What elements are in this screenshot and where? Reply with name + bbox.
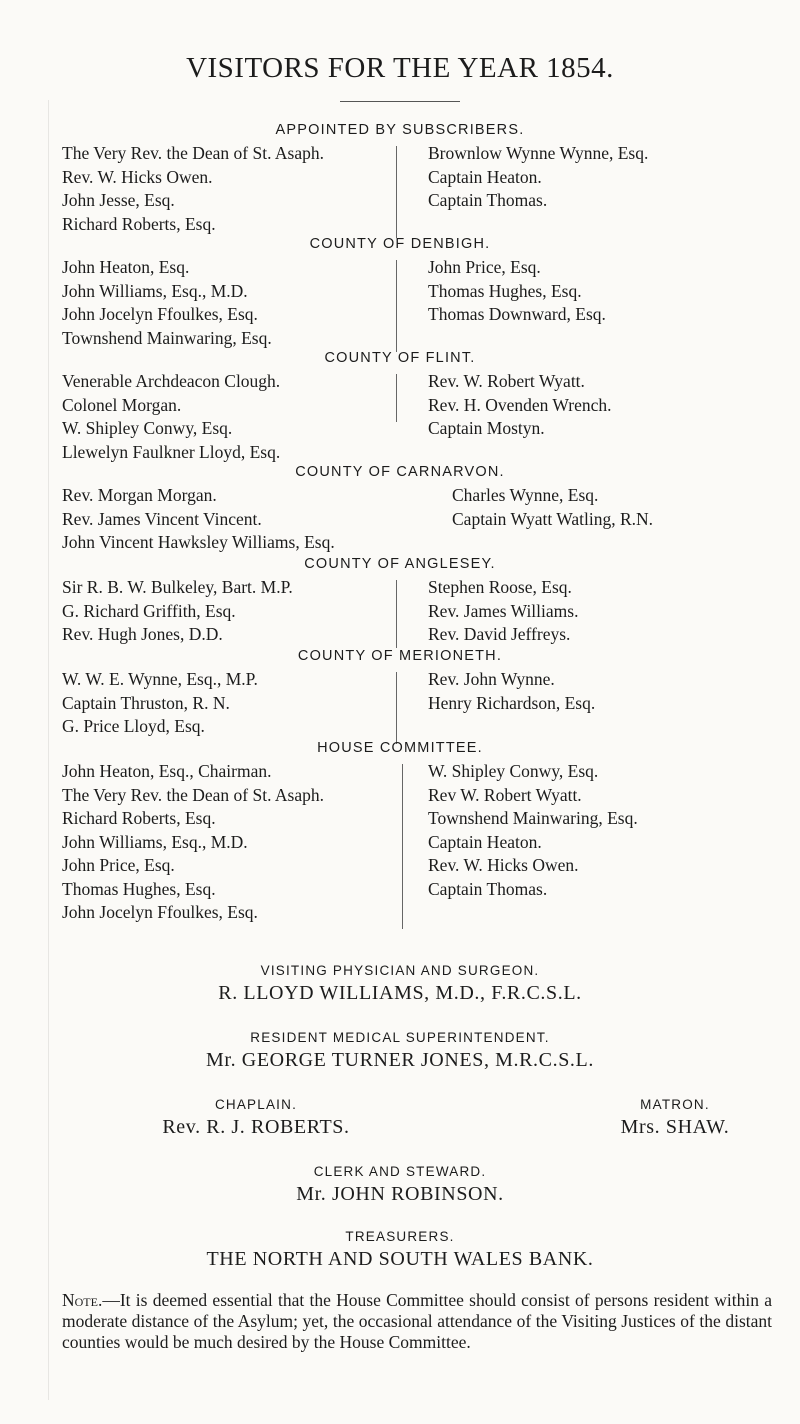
section-heading: COUNTY OF CARNARVON. xyxy=(295,464,505,480)
note-text: —It is deemed essential that the House Committee should consist of persons resident within a moderate distance of the Asylum; yet, the occasional attendance of the Visiting Justices of the distant counties would be much desired by the House Committee. xyxy=(62,1290,772,1352)
physician-heading: VISITING PHYSICIAN AND SURGEON. xyxy=(260,963,540,978)
section-heading: HOUSE COMMITTEE. xyxy=(317,740,483,756)
visitor-name: John Heaton, Esq. xyxy=(62,257,190,277)
visitor-name: Llewelyn Faulkner Lloyd, Esq. xyxy=(62,441,281,462)
committee-member: W. Shipley Conwy, Esq. xyxy=(428,761,599,781)
committee-member: Captain Heaton. xyxy=(428,831,542,852)
visitor-name: Captain Thruston, R. N. xyxy=(62,692,230,713)
right-column xyxy=(428,256,606,327)
left-column xyxy=(62,484,262,531)
visitor-name: G. Price Lloyd, Esq. xyxy=(62,716,205,736)
chaplain-name: Rev. R. J. ROBERTS. xyxy=(162,1116,350,1138)
visitor-name: W. W. E. Wynne, Esq., M.P. xyxy=(62,669,258,689)
committee-member: Townshend Mainwaring, Esq. xyxy=(428,808,638,828)
visitor-name: G. Richard Griffith, Esq. xyxy=(62,600,236,621)
column-divider xyxy=(396,374,397,422)
committee-member: John Price, Esq. xyxy=(62,855,175,875)
right-column xyxy=(428,142,648,213)
right-column xyxy=(428,576,578,647)
right-column xyxy=(452,484,653,531)
committee-member: Captain Thomas. xyxy=(428,878,548,899)
physician-name: R. LLOYD WILLIAMS, M.D., F.R.C.S.L. xyxy=(218,982,582,1004)
visitor-name: Rev. Hugh Jones, D.D. xyxy=(62,624,223,644)
visitor-name: John Price, Esq. xyxy=(428,257,541,277)
visitor-name: Rev. W. Hicks Owen. xyxy=(62,166,213,187)
section-heading: COUNTY OF ANGLESEY. xyxy=(304,556,496,572)
left-column xyxy=(62,760,324,925)
chaplain-block xyxy=(146,1097,366,1139)
treasurers-block xyxy=(0,1229,800,1271)
visitor-name: Rev. James Vincent Vincent. xyxy=(62,508,262,529)
committee-member: Thomas Hughes, Esq. xyxy=(62,878,216,899)
clerk-heading: CLERK AND STEWARD. xyxy=(313,1164,487,1179)
column-divider xyxy=(396,260,397,352)
chaplain-heading: CHAPLAIN. xyxy=(214,1097,298,1112)
visitor-name: Captain Heaton. xyxy=(428,166,542,187)
visitor-name: Charles Wynne, Esq. xyxy=(452,485,599,505)
visitor-name: Colonel Morgan. xyxy=(62,394,182,415)
visitor-name: Brownlow Wynne Wynne, Esq. xyxy=(428,143,649,163)
visitor-name: W. Shipley Conwy, Esq. xyxy=(62,418,233,438)
left-column xyxy=(62,256,272,350)
visitor-name: Rev. W. Robert Wyatt. xyxy=(428,371,585,391)
committee-member: Richard Roberts, Esq. xyxy=(62,808,216,828)
matron-block xyxy=(590,1097,760,1139)
visitor-name: John Williams, Esq., M.D. xyxy=(62,280,248,301)
visitor-name: Rev. H. Ovenden Wrench. xyxy=(428,394,612,415)
committee-member: The Very Rev. the Dean of St. Asaph. xyxy=(62,784,324,805)
visitor-name: Captain Mostyn. xyxy=(428,418,545,438)
title-rule xyxy=(340,101,460,102)
column-divider xyxy=(396,146,397,238)
visitor-name: John Jesse, Esq. xyxy=(62,190,175,210)
treasurers-name: THE NORTH AND SOUTH WALES BANK. xyxy=(206,1248,594,1270)
visitor-name: Venerable Archdeacon Clough. xyxy=(62,371,281,391)
right-column xyxy=(428,760,638,901)
right-column xyxy=(428,370,611,441)
visitor-name: The Very Rev. the Dean of St. Asaph. xyxy=(62,143,324,163)
left-column xyxy=(62,370,280,464)
visitor-name: Thomas Hughes, Esq. xyxy=(428,280,582,301)
physician-block xyxy=(0,963,800,1005)
visitor-name: Rev. David Jeffreys. xyxy=(428,624,571,644)
right-column xyxy=(428,668,595,715)
visitor-name: Stephen Roose, Esq. xyxy=(428,577,572,597)
visitor-name: Henry Richardson, Esq. xyxy=(428,692,596,713)
visitor-name: Captain Thomas. xyxy=(428,190,548,210)
column-divider xyxy=(396,580,397,648)
visitor-name: Rev. John Wynne. xyxy=(428,669,555,689)
superintendent-heading: RESIDENT MEDICAL SUPERINTENDENT. xyxy=(250,1030,550,1045)
visitor-name: John Jocelyn Ffoulkes, Esq. xyxy=(62,304,258,324)
left-column xyxy=(62,668,258,739)
committee-member: Rev. W. Hicks Owen. xyxy=(428,855,579,875)
clerk-block xyxy=(0,1164,800,1206)
visitor-name: Sir R. B. W. Bulkeley, Bart. M.P. xyxy=(62,577,293,597)
visitor-name: Rev. Morgan Morgan. xyxy=(62,485,217,505)
committee-member: Rev W. Robert Wyatt. xyxy=(428,784,582,805)
superintendent-block xyxy=(0,1030,800,1072)
committee-member: John Heaton, Esq., Chairman. xyxy=(62,761,272,781)
column-divider xyxy=(402,764,403,929)
section-heading: COUNTY OF DENBIGH. xyxy=(309,236,491,252)
treasurers-heading: TREASURERS. xyxy=(345,1229,455,1244)
footnote xyxy=(62,1290,772,1353)
visitor-name: Townshend Mainwaring, Esq. xyxy=(62,327,272,348)
section-heading: COUNTY OF FLINT. xyxy=(324,350,476,366)
matron-name: Mrs. SHAW. xyxy=(620,1116,730,1138)
left-column xyxy=(62,142,324,236)
left-column xyxy=(62,576,293,647)
clerk-name: Mr. JOHN ROBINSON. xyxy=(296,1183,504,1205)
page-title: VISITORS FOR THE YEAR 1854. xyxy=(186,52,614,84)
visitor-name: Rev. James Williams. xyxy=(428,600,579,621)
note-label: Note. xyxy=(62,1290,103,1310)
committee-member: John Jocelyn Ffoulkes, Esq. xyxy=(62,902,258,922)
superintendent-name: Mr. GEORGE TURNER JONES, M.R.C.S.L. xyxy=(206,1049,594,1071)
committee-member: John Williams, Esq., M.D. xyxy=(62,831,248,852)
visitor-name: Captain Wyatt Watling, R.N. xyxy=(452,508,654,529)
matron-heading: MATRON. xyxy=(640,1097,710,1112)
column-divider xyxy=(396,672,397,744)
visitor-name: Thomas Downward, Esq. xyxy=(428,304,606,324)
section-heading: COUNTY OF MERIONETH. xyxy=(297,648,503,664)
visitor-name: Richard Roberts, Esq. xyxy=(62,213,216,234)
section-heading: APPOINTED BY SUBSCRIBERS. xyxy=(275,122,525,138)
visitor-name-full-width: John Vincent Hawksley Williams, Esq. xyxy=(62,532,335,552)
